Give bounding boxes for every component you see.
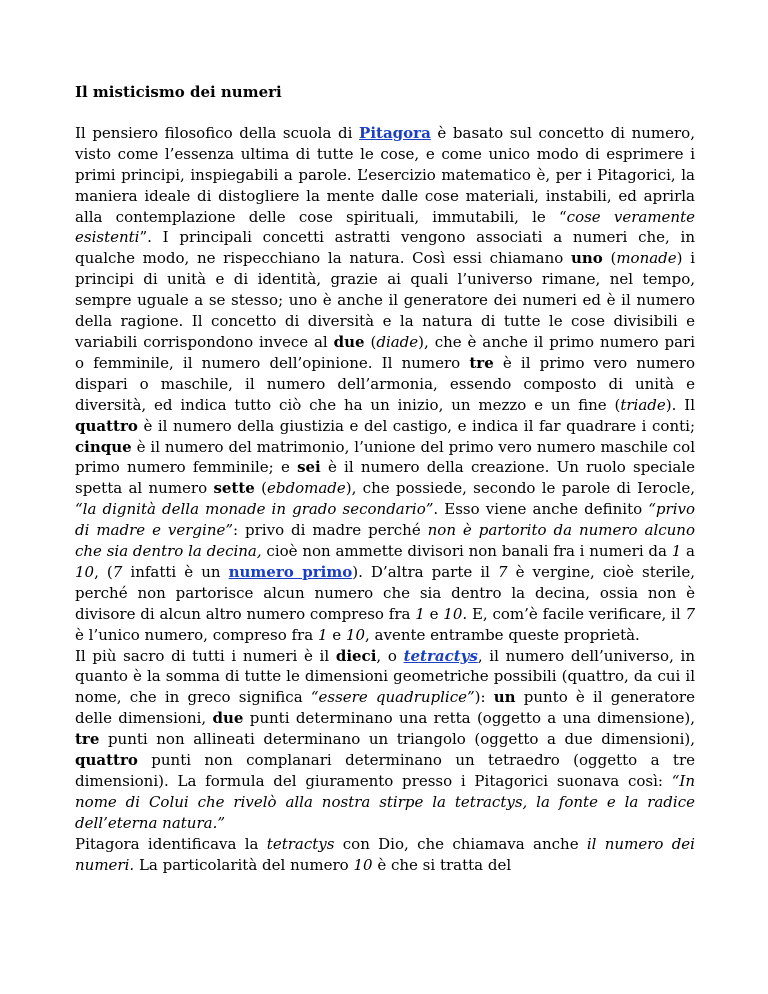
pitagora-link[interactable]: Pitagora — [359, 123, 431, 142]
tetractys-link[interactable]: tetractys — [403, 646, 478, 665]
page-title: Il misticismo dei numeri — [75, 83, 282, 101]
paragraph-1: Il pensiero filosofico della scuola di Pitagora è basato sul concetto di numero, visto come l’essenza ultima di tutte le cose, e come unico modo di esprimere i primi principi, inspiegabili a parole. L’esercizio matematico è, per i Pitagorici, la maniera ideale di distogliere la mente dalle cose materiali, instabili, ed aprirla alla contemplazione delle cose spirituali, immutabili, le “cose veramente esistenti”. I principali concetti astratti vengono associati a numeri che, in qualche modo, ne rispecchiano la natura. Così essi chiamano uno (monade) i principi di unità e di identità, grazie ai quali l’universo rimane, nel tempo, sempre uguale a se stesso; uno è anche il generatore dei numeri ed è il numero della ragione. Il concetto di diversità e la natura di tutte le cose divisibili e variabili corrispondono invece al due (diade), che è anche il primo numero pari o femminile, il numero dell’opinione. Il numero tre è il primo vero numero dispari o maschile, il numero dell’armonia, essendo composto di unità e diversità, ed indica tutto ciò che ha un inizio, un mezzo e un fine (triade). Il quattro è il numero della giustizia e del castigo, e indica il far quadrare i conti; cinque è il numero del matrimonio, l’unione del primo vero numero maschile col primo numero femminile; e sei è il numero della creazione. Un ruolo speciale spetta al numero sette (ebdomade), che possiede, secondo le parole di Ierocle, “la dignità della monade in grado secondario”. Esso viene anche definito “privo di madre e vergine”: privo di madre perché non è partorito da numero alcuno che sia dentro la decina, cioè non ammette divisori non banali fra i numeri da 1 a 10, (7 infatti è un numero primo). D’altra parte il 7 è vergine, cioè sterile, perché non partorisce alcun numero che sia dentro la decina, ossia non è divisore di alcun altro numero compreso fra 1 e 10. E, com’è facile verificare, il 7 è l’unico numero, compreso fra 1 e 10, avente entrambe queste proprietà. — [75, 123, 696, 644]
paragraph-3: Pitagora identificava la tetractys con Dio, che chiamava anche il numero dei numeri. La particolarità del numero 10 è che si tratta del — [75, 834, 695, 874]
numero-primo-link[interactable]: numero primo — [228, 562, 353, 581]
document-page — [75, 82, 695, 876]
paragraph-2: Il più sacro di tutti i numeri è il dieci, o tetractys, il numero dell’universo, in quanto è la somma di tutte le dimensioni geometriche possibili (quattro, da cui il nome, che in greco significa “essere quadruplice”): un punto è il generatore delle dimensioni, due punti determinano una retta (oggetto a una dimensione), tre punti non allineati determinano un triangolo (oggetto a due dimensioni), quattro punti non complanari determinano un tetraedro (oggetto a tre dimensioni). La formula del giuramento presso i Pitagorici suonava così: “In nome di Colui che rivelò alla nostra stirpe la tetractys, la fonte e la radice dell’eterna natura.” — [75, 646, 696, 832]
